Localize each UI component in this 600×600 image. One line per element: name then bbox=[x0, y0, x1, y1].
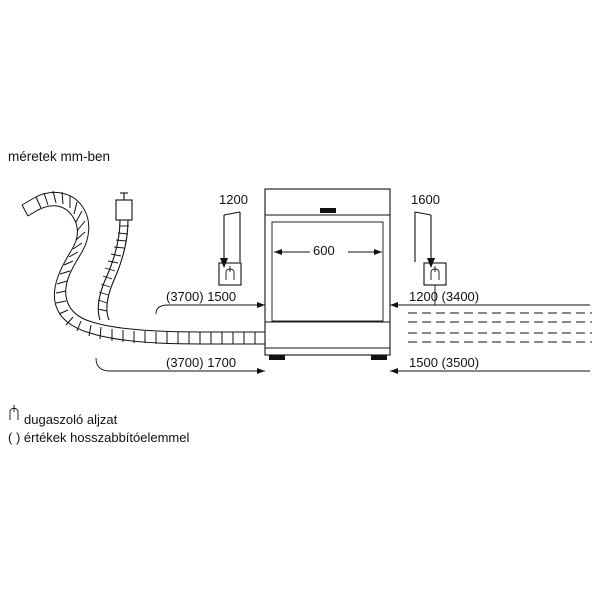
legend-socket-icon bbox=[10, 405, 18, 420]
legend-item-extension bbox=[8, 430, 189, 446]
legend-item-socket: dugaszoló aljzat bbox=[24, 412, 118, 427]
label-top-right-hose: 1600 bbox=[411, 192, 440, 207]
left-socket-symbol bbox=[219, 263, 241, 285]
label-appliance-width: 600 bbox=[313, 243, 335, 258]
right-socket-symbol bbox=[424, 263, 446, 285]
label-right-mid: 1200 (3400) bbox=[409, 289, 480, 304]
label-top-left-hose: 1200 bbox=[219, 192, 248, 207]
left-hose-curve bbox=[220, 212, 240, 268]
label-left-bottom: (3700) 1700 bbox=[166, 355, 237, 370]
legend-extension-label: értékek hosszabbítóelemmel bbox=[23, 430, 190, 445]
right-hose-curve bbox=[415, 212, 435, 268]
legend-parentheses-icon: ( ) bbox=[8, 430, 21, 445]
label-left-mid: (3700) 1500 bbox=[166, 289, 237, 304]
page-title: méretek mm-ben bbox=[8, 149, 111, 164]
label-right-bottom: 1500 (3500) bbox=[409, 355, 480, 370]
power-cable-plug bbox=[98, 193, 132, 320]
appliance-outline bbox=[265, 189, 390, 360]
